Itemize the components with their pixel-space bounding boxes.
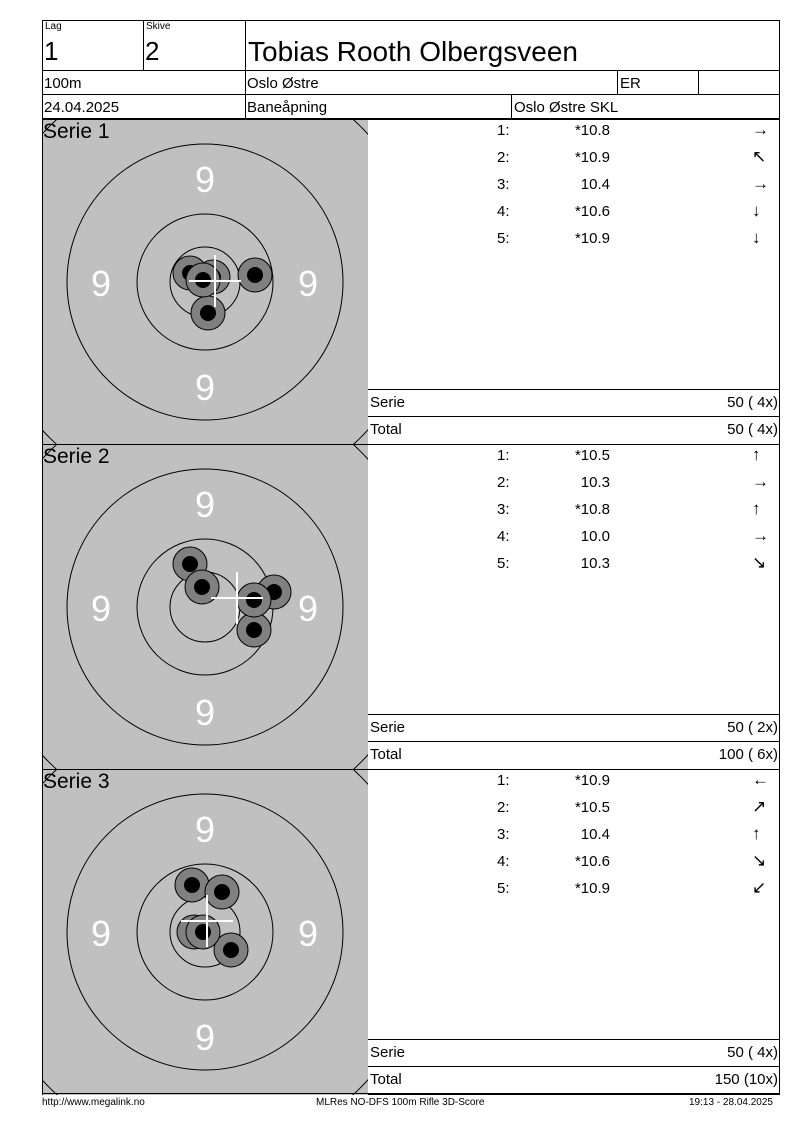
serie-score: 50 ( 4x) — [727, 394, 778, 411]
serie-label: Serie — [370, 719, 406, 736]
distance: 100m — [44, 75, 82, 92]
divider — [143, 20, 144, 70]
shot-direction-icon: → — [752, 472, 769, 491]
shot-hole-center — [200, 305, 216, 321]
ring-number: 9 — [90, 913, 112, 954]
shot-score: *10.9 — [574, 772, 610, 789]
ring-number: 9 — [297, 263, 319, 304]
shot-hole-center — [182, 556, 198, 572]
target-image — [43, 770, 368, 1095]
shot-hole-center — [246, 592, 262, 608]
series-title: Serie 1 — [43, 120, 110, 143]
divider — [367, 416, 780, 417]
shot-score: 10.4 — [580, 826, 610, 843]
divider — [367, 741, 780, 742]
lag-value: 1 — [44, 36, 59, 66]
shot-number: 3: — [497, 176, 510, 193]
shot-number: 4: — [497, 528, 510, 545]
club: Oslo Østre — [247, 75, 319, 92]
shot-direction-icon: ↘ — [752, 553, 767, 572]
website-link[interactable]: http://www.megalink.no — [42, 1097, 145, 1108]
shot-number: 1: — [497, 772, 510, 789]
footer-divider — [42, 1093, 780, 1094]
shot-score: *10.6 — [574, 203, 610, 220]
shot-number: 5: — [497, 555, 510, 572]
shot-hole-center — [184, 877, 200, 893]
shot-score: *10.9 — [574, 880, 610, 897]
total-label: Total — [370, 421, 402, 438]
shot-direction-icon: → — [752, 526, 769, 545]
divider — [367, 389, 780, 390]
lag-label: Lag — [45, 21, 62, 32]
divider — [617, 70, 618, 94]
total-score: 100 ( 6x) — [718, 746, 778, 763]
shot-number: 1: — [497, 122, 510, 139]
divider — [367, 714, 780, 715]
shot-number: 2: — [497, 149, 510, 166]
ring-number: 9 — [194, 809, 216, 850]
shot-score: *10.5 — [574, 799, 610, 816]
shot-direction-icon: → — [752, 174, 769, 193]
total-label: Total — [370, 1071, 402, 1088]
shot-direction-icon: ↓ — [752, 228, 761, 247]
skive-label: Skive — [146, 21, 171, 32]
class-code: ER — [620, 75, 641, 92]
event-name: Baneåpning — [247, 99, 328, 116]
serie-label: Serie — [370, 1044, 406, 1061]
skive-value: 2 — [145, 36, 160, 66]
target-image — [43, 120, 368, 445]
shot-number: 3: — [497, 501, 510, 518]
shot-score: *10.6 — [574, 853, 610, 870]
divider — [511, 94, 512, 119]
divider — [42, 94, 780, 95]
shot-hole-center — [247, 267, 263, 283]
ring-number: 9 — [90, 588, 112, 629]
ring-number: 9 — [194, 159, 216, 200]
shot-number: 4: — [497, 203, 510, 220]
shot-hole-center — [194, 579, 210, 595]
total-score: 150 (10x) — [714, 1071, 778, 1088]
shot-number: 2: — [497, 474, 510, 491]
shot-score: 10.3 — [580, 555, 610, 572]
ring-number: 9 — [194, 692, 216, 733]
shot-direction-icon: ↘ — [752, 851, 767, 870]
serie-score: 50 ( 4x) — [727, 1044, 778, 1061]
shot-hole-center — [195, 924, 211, 940]
ring-number: 9 — [194, 484, 216, 525]
shot-score: *10.9 — [574, 230, 610, 247]
shot-hole-center — [246, 622, 262, 638]
shooter-name: Tobias Rooth Olbergsveen — [248, 36, 578, 67]
divider — [367, 1066, 780, 1067]
shot-hole-center — [214, 884, 230, 900]
divider — [367, 1039, 780, 1040]
serie-score: 50 ( 2x) — [727, 719, 778, 736]
ring-number: 9 — [297, 913, 319, 954]
series-title: Serie 2 — [43, 445, 110, 468]
shot-number: 5: — [497, 230, 510, 247]
target-image — [43, 445, 368, 770]
divider — [245, 20, 246, 119]
shot-direction-icon: ↗ — [752, 797, 767, 816]
serie-label: Serie — [370, 394, 406, 411]
shot-number: 1: — [497, 447, 510, 464]
shot-direction-icon: ↑ — [752, 824, 761, 843]
venue: Oslo Østre SKL — [514, 99, 619, 116]
total-score: 50 ( 4x) — [727, 421, 778, 438]
shot-direction-icon: ↖ — [752, 147, 767, 166]
divider — [42, 70, 780, 71]
ring-number: 9 — [297, 588, 319, 629]
shot-direction-icon: → — [752, 120, 769, 139]
shot-score: *10.9 — [574, 149, 610, 166]
series-title: Serie 3 — [43, 770, 110, 793]
shot-score: 10.3 — [580, 474, 610, 491]
shot-direction-icon: ← — [752, 770, 769, 789]
print-timestamp: 19:13 - 28.04.2025 — [689, 1097, 773, 1108]
shot-hole-center — [223, 942, 239, 958]
shot-number: 2: — [497, 799, 510, 816]
shot-score: *10.5 — [574, 447, 610, 464]
shot-number: 3: — [497, 826, 510, 843]
ring-number: 9 — [194, 367, 216, 408]
shot-direction-icon: ↙ — [752, 878, 767, 897]
ring-number: 9 — [194, 1017, 216, 1058]
total-label: Total — [370, 746, 402, 763]
shot-score: *10.8 — [574, 501, 610, 518]
shot-score: 10.4 — [580, 176, 610, 193]
shot-direction-icon: ↑ — [752, 445, 761, 464]
divider — [698, 70, 699, 94]
ring-number: 9 — [90, 263, 112, 304]
software-name: MLRes NO-DFS 100m Rifle 3D-Score — [316, 1097, 485, 1108]
shot-number: 5: — [497, 880, 510, 897]
date: 24.04.2025 — [44, 99, 120, 116]
shot-number: 4: — [497, 853, 510, 870]
shot-direction-icon: ↓ — [752, 201, 761, 220]
shot-score: 10.0 — [580, 528, 610, 545]
shot-direction-icon: ↑ — [752, 499, 761, 518]
shot-score: *10.8 — [574, 122, 610, 139]
